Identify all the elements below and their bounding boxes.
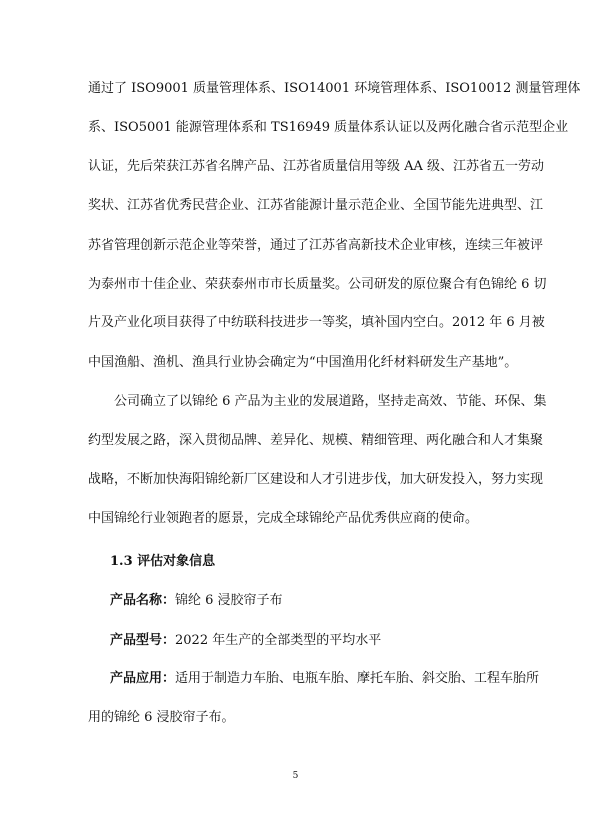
paragraph-2-line-3: 战略，不断加快海阳锦纶新厂区建设和人才引进步伐，加大研发投入，努力实现	[88, 472, 544, 487]
paragraph-2-line-1: 公司确立了以锦纶 6 产品为主业的发展道路，坚持走高效、节能、环保、集	[114, 394, 547, 409]
product-name-row	[110, 591, 518, 611]
product-application-row	[110, 669, 540, 689]
product-application-label: 产品应用：	[110, 671, 176, 686]
paragraph-1-line-5: 苏省管理创新示范企业等荣誉，通过了江苏省高新技术企业审核，连续三年被评	[88, 238, 544, 253]
paragraph-1-line-3: 认证，先后荣获江苏省名牌产品、江苏省质量信用等级 AA 级、江苏省五一劳动	[88, 159, 545, 174]
paragraph-1-line-6: 为泰州市十佳企业、荣获泰州市市长质量奖。公司研发的原位聚合有色锦纶 6 切	[88, 277, 547, 292]
product-name-label: 产品名称：	[110, 593, 176, 608]
paragraph-1-line-1: 通过了 ISO9001 质量管理体系、ISO14001 环境管理体系、ISO10012 测量管理体	[88, 81, 581, 96]
product-application-line-2: 用的锦纶 6 浸胶帘子布。	[88, 710, 235, 725]
paragraph-2-line-4: 中国锦纶行业领跑者的愿景，完成全球锦纶产品优秀供应商的使命。	[88, 511, 479, 526]
paragraph-1-line-7: 片及产业化项目获得了中纺联科技进步一等奖，填补国内空白。2012 年 6 月被	[88, 315, 545, 330]
paragraph-1-line-2: 系、ISO5001 能源管理体系和 TS16949 质量体系认证以及两化融合省示范型企业	[88, 120, 569, 135]
product-model-label: 产品型号：	[110, 633, 176, 648]
paragraph-2-line-2: 约型发展之路，深入贯彻品牌、差异化、规模、精细管理、两化融合和人才集聚	[88, 433, 544, 448]
product-model-value: 2022 年生产的全部类型的平均水平	[175, 633, 382, 648]
section-heading: 1.3 评估对象信息	[110, 554, 216, 569]
paragraph-1-line-4: 奖状、江苏省优秀民营企业、江苏省能源计量示范企业、全国节能先进典型、江	[88, 198, 544, 213]
product-model-row	[110, 631, 518, 651]
page-number: 5	[292, 771, 299, 781]
paragraph-1-line-8: 中国渔船、渔机、渔具行业协会确定为“中国渔用化纤材料研发生产基地”。	[88, 355, 518, 370]
product-application-value: 适用于制造力车胎、电瓶车胎、摩托车胎、斜交胎、工程车胎所	[175, 671, 540, 686]
product-name-value: 锦纶 6 浸胶帘子布	[175, 593, 283, 608]
